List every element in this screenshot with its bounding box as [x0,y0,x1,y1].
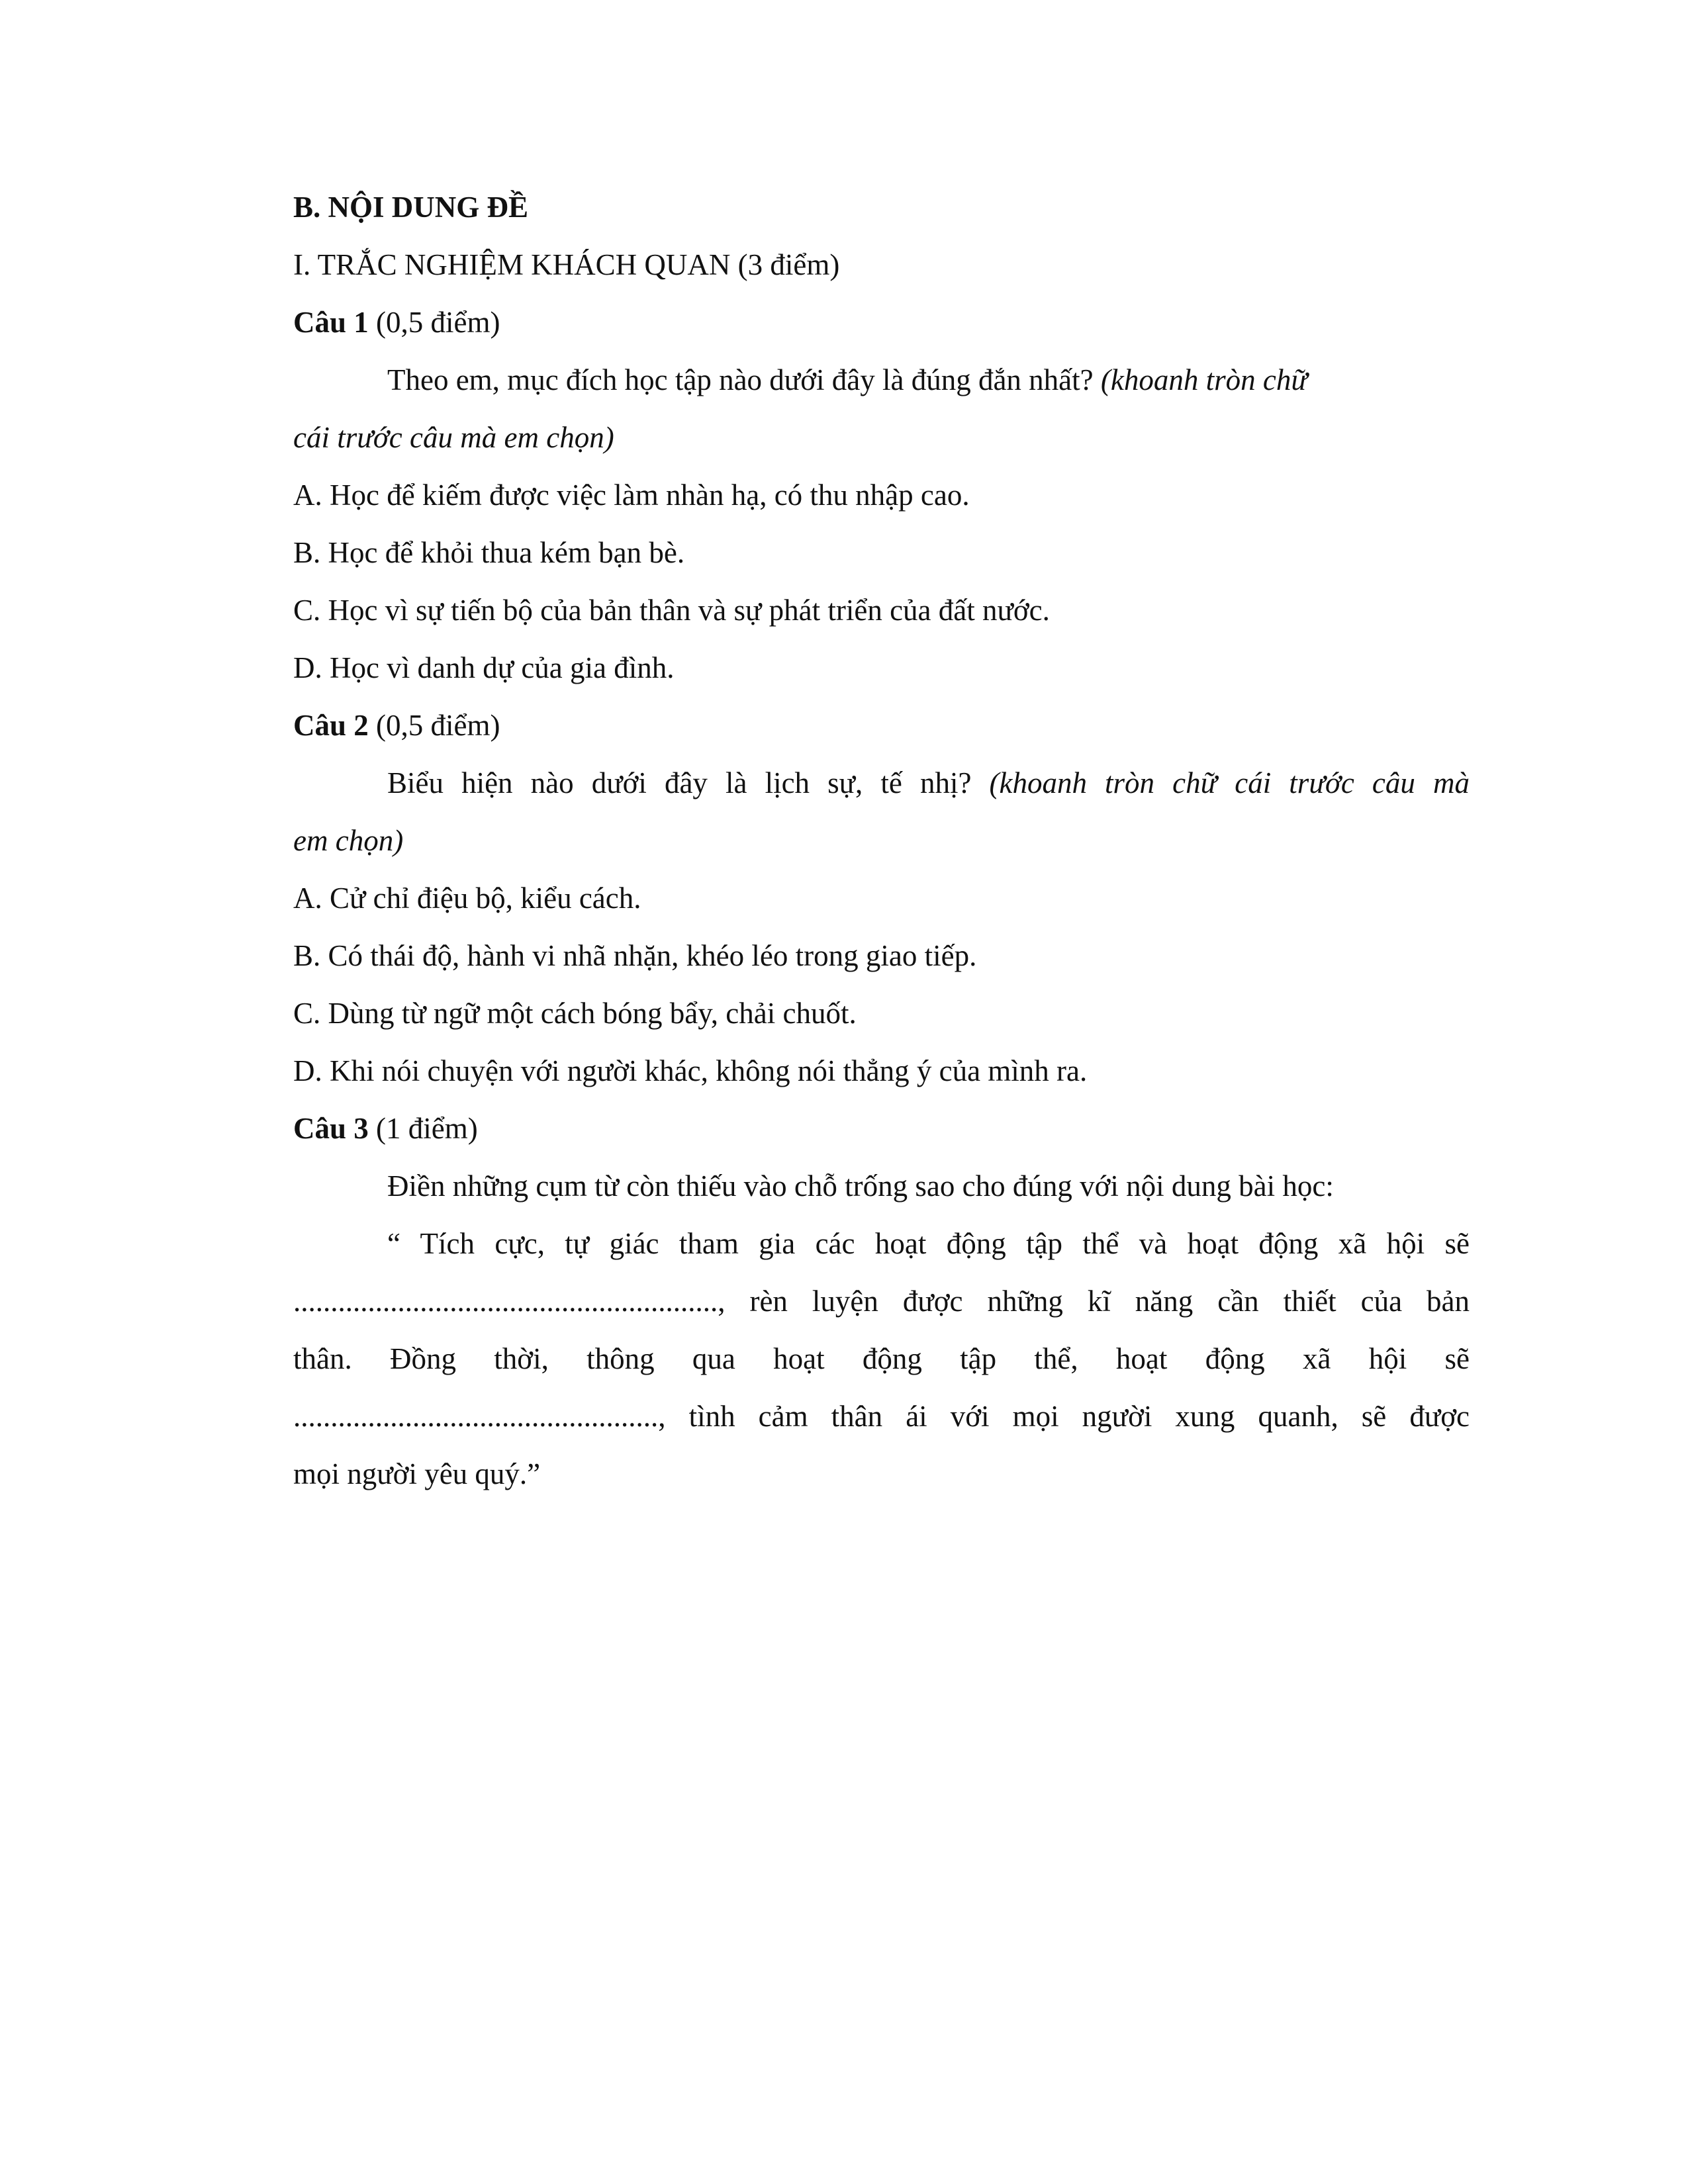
question-1-option-a[interactable]: A. Học để kiếm được việc làm nhàn hạ, có thu nhập cao. [293,478,970,512]
question-1-instruction: (khoanh tròn chữ [1100,363,1307,396]
question-2-option-d[interactable]: D. Khi nói chuyện với người khác, không nói thẳng ý của mình ra. [293,1054,1088,1087]
question-2-prompt-text: Biểu hiện nào dưới đây là lịch sự, tế nhị? [387,766,990,799]
question-1-option-c[interactable]: C. Học vì sự tiến bộ của bản thân và sự phát triển của đất nước. [293,594,1050,627]
question-2-option-b[interactable]: B. Có thái độ, hành vi nhã nhặn, khéo léo trong giao tiếp. [293,939,977,972]
section-title: B. NỘI DUNG ĐỀ [293,191,529,224]
question-2-instruction-cont: em chọn) [293,824,404,857]
question-1-option-b[interactable]: B. Học để khỏi thua kém bạn bè. [293,536,685,569]
question-2-label: Câu 2 [293,709,369,742]
question-3-prompt: Điền những cụm từ còn thiếu vào chỗ trống sao cho đúng với nội dung bài học: [387,1169,1334,1203]
question-2-prompt [293,754,1470,812]
question-3-header [293,1100,1470,1158]
part-title: I. TRẮC NGHIỆM KHÁCH QUAN (3 điểm) [293,248,840,281]
question-1-prompt [293,351,1470,409]
question-3-points: (1 điểm) [368,1112,478,1145]
question-2-points: (0,5 điểm) [368,709,500,742]
question-1-option-d[interactable]: D. Học vì danh dự của gia đình. [293,651,675,684]
question-2-option-c[interactable]: C. Dùng từ ngữ một cách bóng bẩy, chải chuốt. [293,997,857,1030]
question-1-header [293,294,1470,351]
question-1-label: Câu 1 [293,306,369,339]
question-1-points: (0,5 điểm) [368,306,500,339]
question-1-instruction-cont: cái trước câu mà em chọn) [293,421,614,454]
question-3-blank-2-line[interactable]: ................................................., tình cảm thân ái với mọi người xung quanh, sẽ được [293,1400,1470,1433]
question-3-passage-line-1: “ Tích cực, tự giác tham gia các hoạt động tập thể và hoạt động xã hội sẽ [387,1227,1470,1260]
question-3-blank-1-line[interactable]: ........................................................., rèn luyện được những kĩ năng cần thiết của bản [293,1285,1470,1318]
question-3-passage-line-5: mọi người yêu quý.” [293,1457,541,1490]
question-2-header [293,697,1470,754]
question-1-prompt-text: Theo em, mục đích học tập nào dưới đây là đúng đắn nhất? [387,363,1101,396]
question-3-passage-line-3: thân. Đồng thời, thông qua hoạt động tập thể, hoạt động xã hội sẽ [293,1342,1470,1375]
question-3-label: Câu 3 [293,1112,369,1145]
question-2-option-a[interactable]: A. Cử chỉ điệu bộ, kiểu cách. [293,882,641,915]
exam-page [293,179,1470,1503]
question-2-instruction: (khoanh tròn chữ cái trước câu mà [989,766,1470,799]
